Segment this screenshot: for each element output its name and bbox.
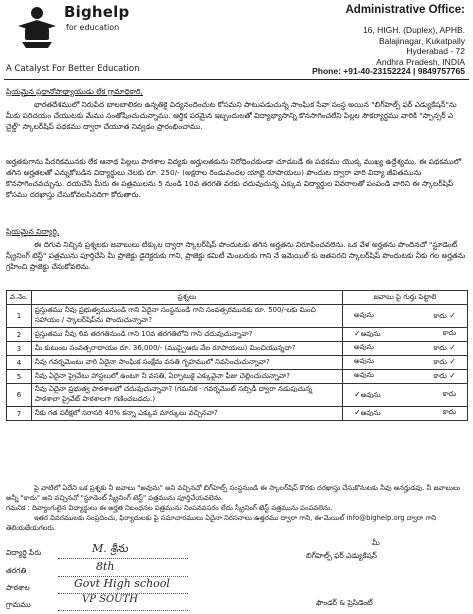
answer-yes[interactable] [354,371,374,382]
office-phone: Phone: +91-40-23152224 | 9849757765 [312,66,465,76]
row-answer-cell [343,305,468,328]
row-number: 1 [7,305,32,328]
address-line: 16, HIGH. (Duplex), APHB. [362,25,465,35]
answer-yes[interactable] [354,390,381,401]
answer-no-label: కాదు [433,311,447,320]
scheme-paragraph: అర్హతకుగాను పేదరికమునకు లేక ఆనాథ పిల్లలు పాఠశాల విద్యకు అర్హులతకును నిరోధించకుండా చూడబడే ఈ పథకము యొక్క ముఖ్య ఉద్దేశ్యము. ఈ పథకములో తగిన అర్హతలతో ఎన్నుకోబడిన విద్యార్థులు నెలకు రూ. 250/- (అక్షరాల రెండువందల యాభై రూపాయలు) పొందుట ద్వారా వారి విద్యా జీవితమును కొనసాగించవచ్చును. దయచేసి మీరు ఈ పత్రములను 5 నుండి 10వ తరగతి వరకు చదువుచున్న ఎక్కువ విద్యార్థుల వివరాలతో పంపండి వారిని ఈ స్కాలర్‌షిప్ కోసము దరఖాస్తు చేసుకోవలసినదిగా కోరుతారు. [6,157,462,199]
row-answer-cell [343,356,468,370]
class-value[interactable]: 8th [96,560,115,573]
student-name-value[interactable]: M. శ్రీను [92,542,128,555]
tick-mark-icon: ✓ [446,371,456,380]
answer-options [346,390,464,401]
answer-yes[interactable] [354,408,381,419]
row-question: నీవు గవర్నమెంటు వారి ఏదైనా సాంఘిక సంక్షేమ వసతి గృహములో నివసించుచున్నావా? [31,356,342,370]
signoff-role: ఫౌండర్ & ప్రెసిడెంట్ [316,598,373,607]
answer-no-label: కాదు [433,344,447,352]
tick-mark-icon: ✓ [354,329,361,338]
student-name-label: విద్యార్థి పేరు [6,548,42,557]
brand-subtitle: for education [66,23,120,32]
salutation-student: ప్రియమైన విద్యార్థి, [6,227,60,236]
row-number: 5 [7,370,32,384]
answer-no[interactable] [433,343,456,354]
answer-options [346,329,464,340]
answer-options [346,408,464,419]
answer-yes[interactable] [354,329,381,340]
row-number: 4 [7,356,32,370]
disability-note: గమనిక : దివ్యాంగులైన విద్యార్థులు ఈ అర్హత నిబంధనల పత్రమును నింపనవసరం లేదు స్క్రీనింగ్ టెస్ట్ పత్రమును పంపవలెను. [6,504,333,512]
header-answer: జవాబు పై గుర్తు పెట్టాలి [343,291,468,305]
school-value[interactable]: Govt High school [74,577,170,590]
answer-options [346,343,464,354]
tick-mark-icon: ✓ [354,389,361,399]
answer-yes-label: అవును [360,409,381,417]
signoff-org: బిగ్‌హెల్ప్ ఫర్ ఎడ్యుకేషన్ [306,551,377,560]
brand-name: Bighelp [64,3,130,21]
bighelp-logo [12,4,62,50]
eligibility-table [6,290,468,421]
address-line: Andhra Pradesh, INDIA [376,56,465,67]
header-serial: వ.నెం. [7,291,32,305]
answer-yes[interactable] [354,343,374,354]
answer-no-label: కాదు [433,372,447,380]
village-value[interactable]: VP SOUTH [82,594,138,605]
header-divider [4,79,469,80]
row-answer-cell [343,328,468,342]
row-answer-cell [343,342,468,356]
answer-no[interactable] [443,390,456,401]
school-label: పాఠశాల [6,583,30,592]
salutation-headmaster: ప్రియమైన ప్రధానోపాధ్యాయుడు లేక గ్రామాధికారి, [6,87,143,96]
row-question: నీకు గత పరీక్షలో సరాసరి 40% కన్నా ఎక్కువ మార్కులు వచ్చినవా? [31,407,342,421]
class-label: తరగతి [6,566,27,575]
logo-emblem-icon [12,4,62,50]
answer-no[interactable] [443,329,456,340]
table-row [7,305,468,328]
answer-no[interactable] [433,357,456,368]
address-line: Balajinagar, Kukatpally [378,35,465,46]
address-line: Hyderabad - 72 [406,46,465,56]
tick-mark-icon: ✓ [446,310,456,320]
answer-yes-label: అవును [354,310,374,319]
answer-no[interactable] [433,311,456,322]
answer-no[interactable] [443,408,456,419]
student-name-line [58,558,188,559]
closing-word: మీ [372,538,380,547]
answer-options [346,357,464,368]
answer-no[interactable] [433,371,456,382]
row-number: 2 [7,328,32,342]
answer-yes[interactable] [354,357,374,368]
intro-paragraph: భారతదేశములో నిరుపేద బాలబాలికల ఉన్నతికై విద్యనందించుట కోసమని పాటుపడుచున్న సాంఘిక సేవా సంస్థ అయిన "బిగ్‌హెల్ప్ ఫర్ ఎడ్యుకేషన్"ను మీకు పరిచయం చేయుటకు మేము సంతోషించుచున్నాము. ఆర్థిక పరమైన ఇబ్బందులతో విద్యాభ్యాసాన్ని కొనసాగించలేని పిల్లల సౌకర్యార్థము వారికి "స్పాన్సర్ ఎ చైల్డ్" స్కాలర్‌షిప్ పథకము ద్వారా చేయూత నివ్వడం ప్రారంభించాము. [6,100,457,131]
answer-no-label: కాదు [442,329,456,337]
answer-yes-label: అవును [360,330,381,338]
row-question: ప్రస్తుతము నీవు ప్రభుత్వమునుండి గాని ఏదైనా సంస్థనుండి గాని సంవత్సరమునకు రూ. 500/-లకు మించి సహాయం / స్కాలర్‌షిప్‌ను పొందుచున్నావా? [31,305,342,328]
answer-no-label: కాదు [442,408,456,416]
answer-yes-label: అవును [354,343,374,351]
tick-mark-icon: ✓ [446,357,456,366]
table-header-row [7,291,468,305]
row-answer-cell [343,407,468,421]
answer-no-label: కాదు [433,358,447,366]
table-row [7,342,468,356]
village-line [58,610,188,611]
tick-mark-icon: ✓ [446,343,456,352]
answer-yes-label: అవును [360,390,381,399]
header-questions: ప్రశ్నలు [31,291,342,305]
table-row [7,356,468,370]
table-row [7,384,468,407]
answer-yes[interactable] [354,311,374,322]
answer-yes-label: అవును [354,371,374,379]
row-number: 7 [7,407,32,421]
tagline: A Catalyst For Better Education [6,64,140,74]
answer-options [346,311,464,322]
answer-options [346,371,464,382]
row-question: మీ కుటుంబ సంవత్సరాదాయం రూ. 36,000/- (ముప్పైఆరు వేల రూపాయలు) మించియున్నదా? [31,342,342,356]
row-number: 6 [7,384,32,407]
office-address [275,25,465,67]
row-question: నీవు ఏదైనా ప్రైవేటు హాస్టలులో ఉంటూ నీ వసతి, ఏర్పాటుకై ఎక్కువైనా ఫీజు చెల్లించుచున్నావా? [31,370,342,384]
village-label: గ్రామము [6,600,31,609]
office-title: Administrative Office: [345,4,465,16]
table-row [7,328,468,342]
table-row [7,407,468,421]
row-question: నీవు ఏదైనా ప్రభుత్వ పాఠశాలలో చదువుచున్నావా? (గమనిక - గవర్నమెంట్ సబ్సిడీ ద్వారా నడుపుచున్న పాఠశాలా ప్రైవేట్ పాఠశాలగా గణించబడదు.) [31,384,342,407]
instructions-paragraph: ఈ దిగువ నిచ్చిన ప్రశ్నలకు జవాబులు టిక్కుల ద్వారా స్కాలర్‌షిప్ పొందుటకు తగిన అర్హతను నిరూపించవలెను. ఒక వేళ అర్హతను పొందినచో "స్టూడెంట్ స్క్రీనింగ్ టెస్ట్" పత్రమును పూర్తిచేసి మీ ప్రాజెక్టు డైరెక్టరుకు గాని, ప్రాజెక్టు కమిటీ మెంబరుకు గాని నే ఇమెయిల్ ‌కు జతపరచి స్కాలర్‌షిప్ పొందుటకు నీకు గల అర్హతను గ్రహించి ప్రాజెక్టు చేసుకోవలెను. [6,240,466,271]
row-answer-cell [343,384,468,407]
answer-no-label: కాదు [442,389,456,398]
table-row [7,370,468,384]
contact-note: ఇతర వివరములకు సంప్రదించు, ఫిర్యాదులకు పై సమాచారములు ఏదైనా నిరసనాలు ఉత్తరము ద్వారా గాని, ఈ-మెయిల్ info@bighelp.org ద్వారా గాని తెలియజేయగలరు. [6,514,437,532]
answer-yes-label: అవును [354,357,374,365]
tick-mark-icon: ✓ [354,408,361,417]
row-number: 3 [7,342,32,356]
row-question: ప్రస్తుతము నీవు 6వ తరగతినుండి గాని 10వ తరగతిలోని గాని చదువుచున్నావా? [31,328,342,342]
row-answer-cell [343,370,468,384]
disqualification-note: పై వాటిలో ఏదేని ఒక ప్రశ్నకు నీ జవాబు "అవును" అని వచ్చినచో బిగ్‌హెల్ప్ సంస్థనుండి ఈ స్కాలర్‌షిప్ కొరకు దరఖాస్తు చేసుకొనుటకు నీవు అనర్హుడవు. నీ జవాబులు అన్నీ "కాదు" అని వచ్చినచో "స్టూడెంట్ స్క్రీనింగ్ టెస్ట్" పత్రమును పూర్తిచేయవలెను. [6,484,461,502]
